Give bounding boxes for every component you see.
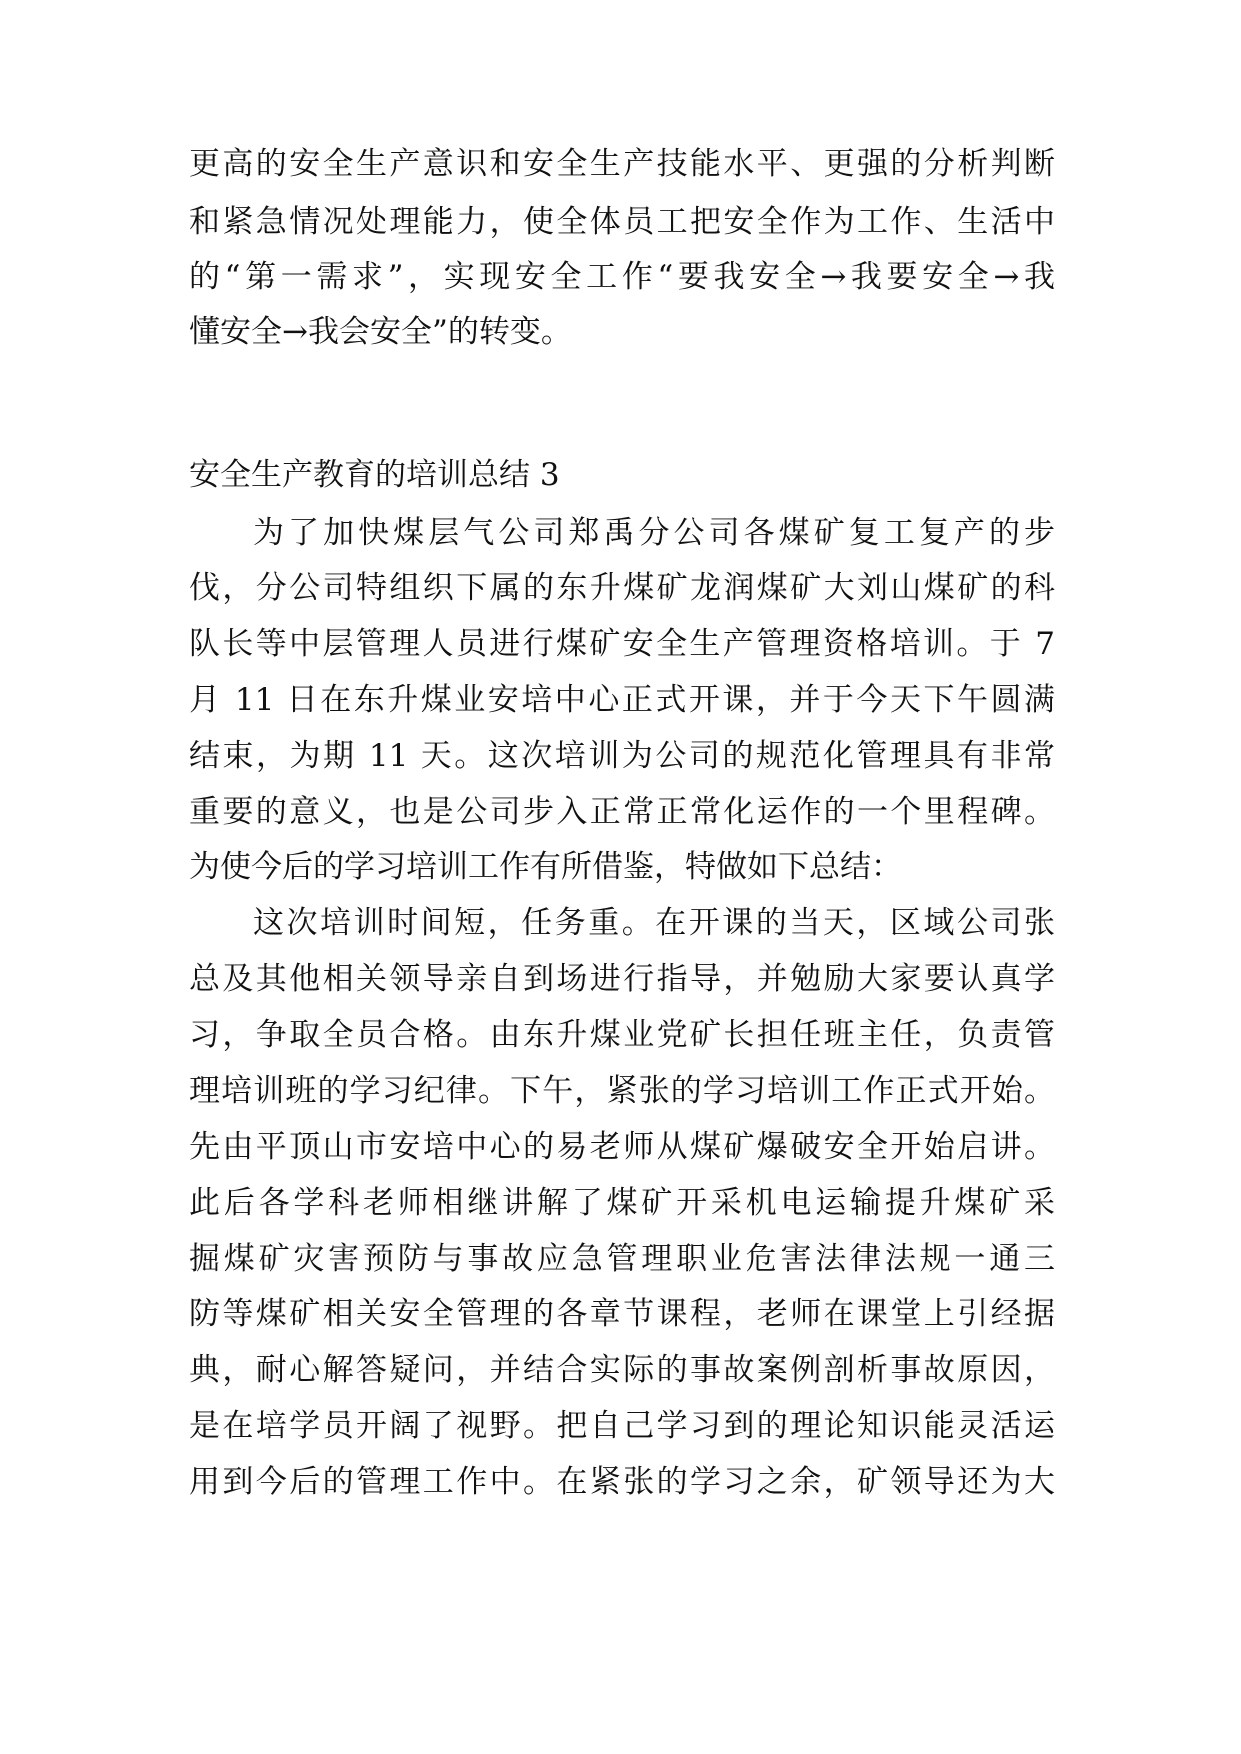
text-line: 先由平顶山市安培中心的易老师从煤矿爆破安全开始启讲。: [189, 1129, 1055, 1165]
text-line: 和紧急情况处理能力，使全体员工把安全作为工作、生活中: [189, 204, 1055, 240]
text-line: 理培训班的学习纪律。下午，紧张的学习培训工作正式开始。: [189, 1073, 1055, 1109]
text-line: 此后各学科老师相继讲解了煤矿开采机电运输提升煤矿采: [189, 1185, 1055, 1221]
text-line: 伐，分公司特组织下属的东升煤矿龙润煤矿大刘山煤矿的科: [189, 570, 1055, 606]
text-line: 习，争取全员合格。由东升煤业党矿长担任班主任，负责管: [189, 1017, 1055, 1053]
text-line: 防等煤矿相关安全管理的各章节课程，老师在课堂上引经据: [189, 1296, 1055, 1332]
text-line: 的“第一需求”，实现安全工作“要我安全→我要安全→我: [189, 259, 1055, 295]
text-line: 更高的安全生产意识和安全生产技能水平、更强的分析判断: [189, 146, 1055, 182]
text-line: 队长等中层管理人员进行煤矿安全生产管理资格培训。于 7: [189, 626, 1055, 662]
text-line: 懂安全→我会安全”的转变。: [189, 314, 572, 350]
text-line: 重要的意义，也是公司步入正常正常化运作的一个里程碑。: [189, 794, 1055, 830]
text-line: 典，耐心解答疑问，并结合实际的事故案例剖析事故原因，: [189, 1352, 1055, 1388]
text-line: 掘煤矿灾害预防与事故应急管理职业危害法律法规一通三: [189, 1241, 1055, 1277]
text-line: 为使今后的学习培训工作有所借鉴，特做如下总结：: [189, 849, 902, 885]
text-line: 是在培学员开阔了视野。把自己学习到的理论知识能灵活运: [189, 1408, 1055, 1444]
text-line: 用到今后的管理工作中。在紧张的学习之余，矿领导还为大: [189, 1464, 1055, 1500]
text-line: 结束，为期 11 天。这次培训为公司的规范化管理具有非常: [189, 738, 1055, 774]
text-line: 月 11 日在东升煤业安培中心正式开课，并于今天下午圆满: [189, 682, 1055, 718]
section-title: 安全生产教育的培训总结 3: [189, 457, 560, 493]
text-line: 这次培训时间短，任务重。在开课的当天，区域公司张: [253, 905, 1055, 941]
text-line: 总及其他相关领导亲自到场进行指导，并勉励大家要认真学: [189, 961, 1055, 997]
text-line: 为了加快煤层气公司郑禹分公司各煤矿复工复产的步: [253, 515, 1055, 551]
